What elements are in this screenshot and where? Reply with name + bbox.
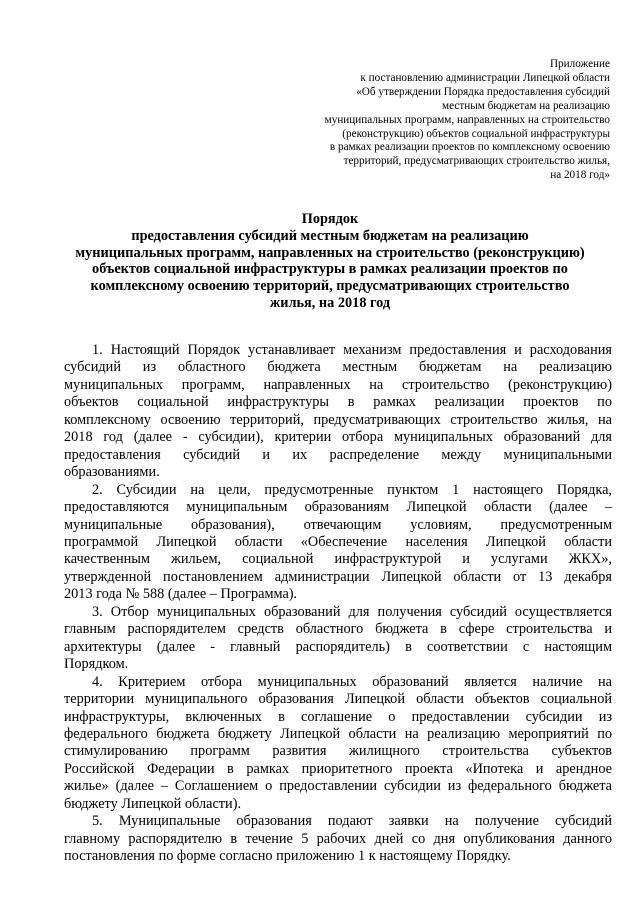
paragraph-line: предоставления субсидий и их распределение между муниципальными: [64, 446, 612, 463]
appendix-line: «Об утверждении Порядка предоставления субсидий: [356, 85, 610, 98]
paragraph-line: субсидий из областного бюджета местным бюджетам на реализацию: [64, 359, 612, 376]
paragraph-line: жилье» (далее – Соглашением о предоставлении субсидии из федерального бюджета: [64, 778, 612, 795]
appendix-line: к постановлению администрации Липецкой области: [360, 71, 610, 84]
title-line: муниципальных программ, направленных на строительство (реконструкцию): [75, 244, 585, 261]
paragraph-line: муниципальные образования), отвечающим условиям, предусмотренным: [64, 516, 612, 533]
title-line: жилья, на 2018 год: [269, 294, 391, 311]
paragraph-line: территории муниципального образования Липецкой области объектов социальной: [64, 691, 612, 708]
appendix-line: (реконструкцию) объектов социальной инфраструктуры: [342, 127, 610, 140]
paragraph-line: 4. Критерием отбора муниципальных образований является наличие на: [92, 673, 612, 690]
paragraph-5: [64, 813, 612, 865]
paragraph-line: объектов социальной инфраструктуры в рамках реализации проектов по: [64, 394, 612, 411]
appendix-line: Приложение: [549, 58, 610, 70]
paragraph-line: постановления по форме согласно приложению 1 к настоящему Порядку.: [64, 848, 511, 865]
paragraph-line: инфраструктуры, включенных в соглашение о предоставлении субсидии из: [64, 708, 612, 725]
document-title: [50, 211, 610, 312]
title-line: предоставления субсидий местным бюджетам на реализацию: [131, 227, 529, 244]
paragraph-line: главным распорядителем средств областного бюджета в сфере строительства и: [64, 621, 612, 638]
paragraph-line: 1. Настоящий Порядок устанавливает механизм предоставления и расходования: [92, 342, 612, 358]
paragraph-line: качественным жильем, социальной инфраструктурой и услугами ЖКХ»,: [64, 551, 612, 568]
paragraph-4: [64, 674, 612, 814]
paragraph-line: 2. Субсидии на цели, предусмотренные пунктом 1 настоящего Порядка,: [92, 481, 612, 498]
document-body: [64, 342, 612, 866]
paragraph-2: [64, 482, 612, 604]
appendix-header: [270, 58, 610, 183]
paragraph-line: Российской Федерации в рамках приоритетного проекта «Ипотека и арендное: [64, 760, 612, 777]
appendix-line: территорий, предусматривающих строительство жилья,: [343, 155, 610, 168]
appendix-line: муниципальных программ, направленных на строительство: [324, 113, 610, 126]
title-line: объектов социальной инфраструктуры в рамках реализации проектов по: [92, 261, 568, 278]
paragraph-line: образованиями.: [64, 464, 160, 481]
paragraph-line: стимулированию программ развития жилищного строительства субъектов: [64, 743, 612, 760]
paragraph-line: муниципальных программ, направленных на строительство (реконструкцию): [64, 376, 612, 393]
paragraph-line: федерального бюджета бюджету Липецкой области на реализацию мероприятий по: [64, 725, 612, 742]
paragraph-line: бюджету Липецкой области).: [64, 795, 242, 812]
paragraph-line: программой Липецкой области «Обеспечение населения Липецкой области: [64, 533, 612, 550]
appendix-line: местным бюджетам на реализацию: [442, 99, 610, 112]
paragraph-line: Порядком.: [64, 656, 129, 673]
paragraph-line: 2018 год (далее - субсидии), критерии отбора муниципальных образований для: [64, 429, 612, 446]
title-line: Порядок: [301, 211, 359, 227]
paragraph-3: [64, 604, 612, 674]
paragraph-1: [64, 342, 612, 482]
paragraph-line: 3. Отбор муниципальных образований для получения субсидий осуществляется: [92, 603, 612, 620]
title-line: комплексному освоению территорий, предусматривающих строительство: [90, 278, 570, 295]
paragraph-line: предоставляются муниципальным образованиям Липецкой области (далее –: [64, 499, 612, 516]
appendix-line: в рамках реализации проектов по комплексному освоению: [329, 141, 610, 154]
paragraph-line: главному распорядителю в течение 5 рабочих дней со дня опубликования данного: [64, 830, 612, 847]
paragraph-line: утвержденной постановлением администрации Липецкой области от 13 декабря: [64, 568, 612, 585]
paragraph-line: архитектуры (далее - главный распорядитель) в соответствии с настоящим: [64, 638, 612, 655]
paragraph-line: комплексному освоению территорий, предусматривающих строительство жилья, на: [64, 411, 612, 428]
paragraph-line: 5. Муниципальные образования подают заявки на получение субсидий: [92, 813, 612, 830]
paragraph-line: 2013 года № 588 (далее – Программа).: [64, 586, 298, 603]
appendix-line: на 2018 год»: [550, 169, 610, 182]
